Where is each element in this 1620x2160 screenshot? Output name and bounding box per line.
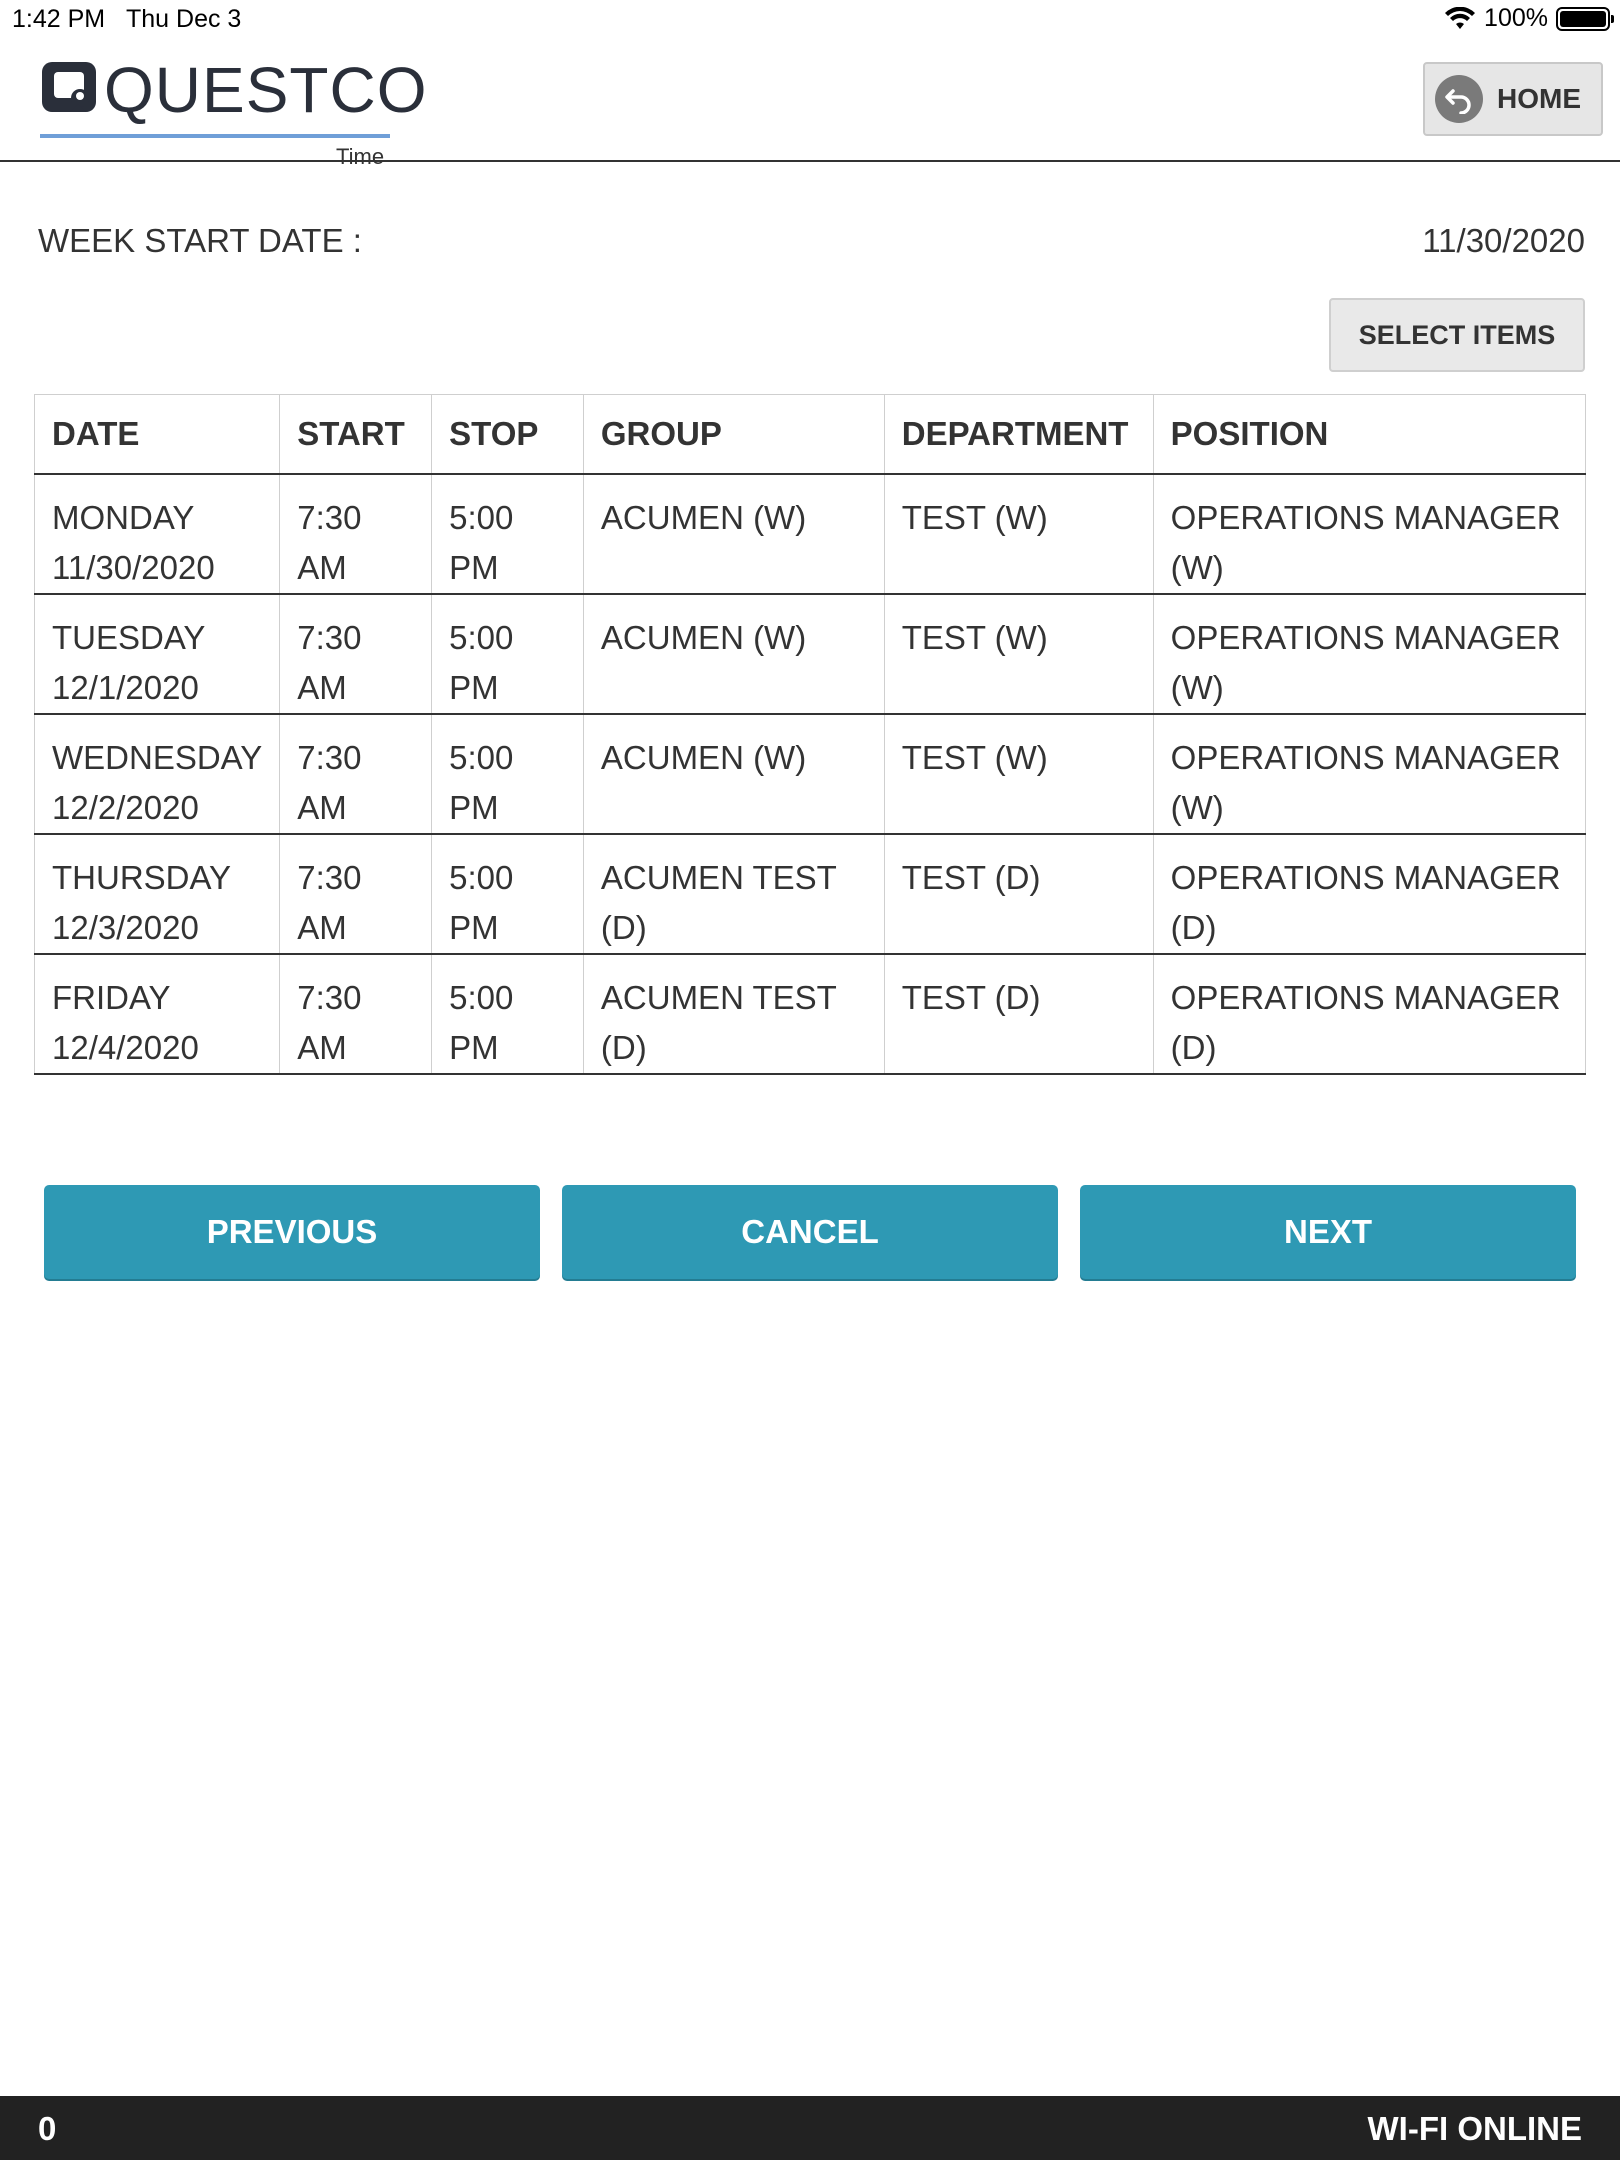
home-label: HOME (1497, 83, 1581, 114)
start-ampm: AM (297, 669, 347, 706)
stop-ampm: PM (449, 669, 499, 706)
cell-date (35, 594, 280, 714)
cell-date (35, 474, 280, 594)
day-name: WEDNESDAY (52, 739, 263, 776)
cell-group (583, 954, 884, 1074)
logo-mark-icon (40, 60, 100, 118)
table-row (35, 714, 1586, 834)
table-header-row (35, 395, 1586, 475)
day-name: THURSDAY (52, 859, 232, 896)
stop-time: 5:00 (449, 979, 514, 1016)
select-items-button[interactable]: SELECT ITEMS (1329, 298, 1585, 372)
day-date: 12/3/2020 (52, 909, 199, 946)
wifi-icon (1444, 7, 1476, 31)
start-ampm: AM (297, 909, 347, 946)
cancel-button[interactable]: CANCEL (562, 1185, 1058, 1279)
cell-date (35, 714, 280, 834)
day-date: 12/1/2020 (52, 669, 199, 706)
cell-start (280, 834, 432, 954)
column-header-date: DATE (35, 395, 280, 475)
column-header-start: START (280, 395, 432, 475)
cell-department: TEST (W) (884, 594, 1153, 714)
action-bar (44, 1185, 1576, 1279)
stop-time: 5:00 (449, 499, 514, 536)
week-start-value: 11/30/2020 (1422, 222, 1585, 259)
cell-department: TEST (D) (884, 834, 1153, 954)
cell-stop (432, 714, 584, 834)
stop-time: 5:00 (449, 619, 514, 656)
week-start-label: WEEK START DATE : (38, 222, 362, 259)
stop-ampm: PM (449, 549, 499, 586)
stop-ampm: PM (449, 909, 499, 946)
position-suffix: (D) (1170, 909, 1217, 946)
position-suffix: (W) (1170, 789, 1224, 826)
start-ampm: AM (297, 789, 347, 826)
day-name: TUESDAY (52, 619, 206, 656)
cell-position (1153, 954, 1585, 1074)
battery-icon (1556, 7, 1610, 31)
battery-percent: 100% (1484, 4, 1548, 32)
position-name: OPERATIONS MANAGER (1170, 739, 1561, 776)
cell-position (1153, 834, 1585, 954)
schedule-table (34, 394, 1586, 1075)
home-button[interactable] (1423, 62, 1603, 136)
start-time: 7:30 (297, 979, 362, 1016)
position-suffix: (W) (1170, 549, 1224, 586)
group-suffix: (D) (600, 1029, 647, 1066)
table-row (35, 834, 1586, 954)
cell-start (280, 594, 432, 714)
next-button[interactable]: NEXT (1080, 1185, 1576, 1279)
group-name: ACUMEN (W) (600, 499, 807, 536)
table-row (35, 954, 1586, 1074)
day-date: 12/2/2020 (52, 789, 199, 826)
cell-stop (432, 834, 584, 954)
app-header (0, 40, 1620, 169)
cell-department: TEST (W) (884, 714, 1153, 834)
stop-time: 5:00 (449, 739, 514, 776)
column-header-stop: STOP (432, 395, 584, 475)
status-time: 1:42 PM (12, 5, 106, 33)
stop-time: 5:00 (449, 859, 514, 896)
cell-start (280, 474, 432, 594)
day-name: MONDAY (52, 499, 195, 536)
position-name: OPERATIONS MANAGER (1170, 979, 1561, 1016)
start-ampm: AM (297, 549, 347, 586)
start-time: 7:30 (297, 619, 362, 656)
position-suffix: (D) (1170, 1029, 1217, 1066)
cell-department: TEST (W) (884, 474, 1153, 594)
start-ampm: AM (297, 1029, 347, 1066)
group-name: ACUMEN (W) (600, 619, 807, 656)
status-indicators (1444, 4, 1610, 33)
status-bar (0, 0, 1620, 40)
day-name: FRIDAY (52, 979, 171, 1016)
logo-brand: QUESTCO (104, 54, 428, 126)
position-name: OPERATIONS MANAGER (1170, 619, 1561, 656)
position-name: OPERATIONS MANAGER (1170, 499, 1561, 536)
cell-stop (432, 954, 584, 1074)
day-date: 11/30/2020 (52, 549, 215, 586)
cell-position (1153, 594, 1585, 714)
cell-position (1153, 714, 1585, 834)
cell-group (583, 834, 884, 954)
cell-position (1153, 474, 1585, 594)
cell-date (35, 954, 280, 1074)
table-row (35, 474, 1586, 594)
cell-start (280, 714, 432, 834)
position-name: OPERATIONS MANAGER (1170, 859, 1561, 896)
group-name: ACUMEN (W) (600, 739, 807, 776)
table-row (35, 594, 1586, 714)
column-header-group: GROUP (583, 395, 884, 475)
undo-arrow-icon (1435, 75, 1483, 123)
status-date: Thu Dec 3 (126, 5, 242, 33)
start-time: 7:30 (297, 499, 362, 536)
stop-ampm: PM (449, 789, 499, 826)
cell-date (35, 834, 280, 954)
stop-ampm: PM (449, 1029, 499, 1066)
group-suffix: (D) (600, 909, 647, 946)
pending-count: 0 (38, 2110, 57, 2147)
start-time: 7:30 (297, 739, 362, 776)
group-name: ACUMEN TEST (600, 859, 837, 896)
logo-underline (40, 134, 390, 138)
cell-department: TEST (D) (884, 954, 1153, 1074)
cell-group (583, 594, 884, 714)
cell-group (583, 714, 884, 834)
cell-stop (432, 594, 584, 714)
cell-group (583, 474, 884, 594)
group-name: ACUMEN TEST (600, 979, 837, 1016)
start-time: 7:30 (297, 859, 362, 896)
logo-subtitle: Time (336, 144, 385, 169)
day-date: 12/4/2020 (52, 1029, 199, 1066)
cell-stop (432, 474, 584, 594)
cell-start (280, 954, 432, 1074)
column-header-department: DEPARTMENT (884, 395, 1153, 475)
connection-status: WI-FI ONLINE (1367, 2110, 1582, 2147)
column-header-position: POSITION (1153, 395, 1585, 475)
position-suffix: (W) (1170, 669, 1224, 706)
previous-button[interactable]: PREVIOUS (44, 1185, 540, 1279)
status-footer (0, 2096, 1620, 2160)
